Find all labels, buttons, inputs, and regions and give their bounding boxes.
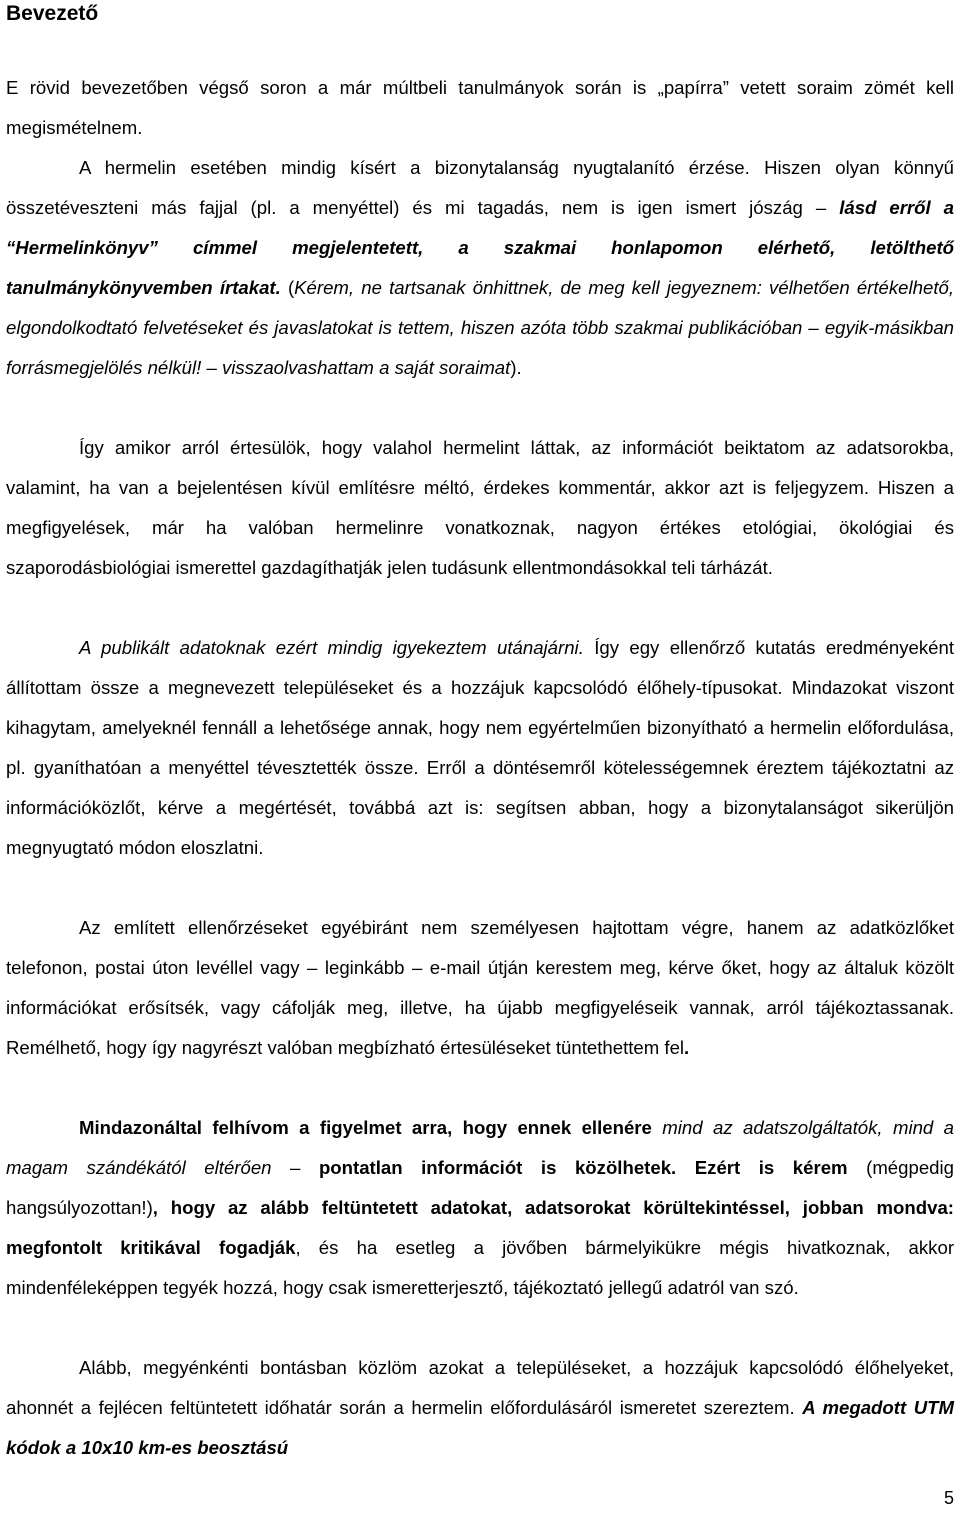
paragraph-text: , és ha esetleg a jövőben bármelyikükre mégis hivatkoznak, akkor mindenféleképpen tegyék hozzá, hogy csak ismeretterjesztő, tájékoztató jellegű adatról van szó. (6, 1237, 955, 1298)
emphasis-bold-italic: lásd erről a “Hermelinkönyv” címmel megjelentetett, a szakmai honlapomon elérhető, letölthető tanulmánykönyvemben írtakat. (6, 197, 955, 298)
emphasis-italic: mind az adatszolgáltatók, mind a magam szándékától eltérően (6, 1117, 955, 1178)
paragraph-text: – (271, 1157, 319, 1178)
emphasis-bold: , hogy az alább feltüntetett adatokat, adatsorokat körültekintéssel, jobban mondva: megfontolt kritikával fogadják (6, 1197, 954, 1258)
paragraph-text: ( (280, 277, 295, 298)
paragraph-text: E rövid bevezetőben végső soron a már múltbeli tanulmányok során is „papírra” vetett soraim zömét kell megismételnem. (6, 77, 954, 138)
paragraph-text: Alább, megyénkénti bontásban közlöm azokat a településeket, a hozzájuk kapcsolódó élőhelyeket, ahonnét a fejlécen feltüntetett időhatár során a hermelin előfordulásáról ismeretet szereztem. (6, 1357, 954, 1418)
emphasis-bold: Mindazonáltal felhívom a figyelmet arra, hogy ennek ellenére (79, 1117, 652, 1138)
paragraph-text: Így amikor arról értesülök, hogy valahol hermelint láttak, az információt beiktatom az adatsorokba, valamint, ha van a bejelentésen kívül említésre méltó, érdekes kommentár, akkor azt is feljegyzem. Hiszen a megfigyelések, már ha valóban hermelinre vonatkoznak, nagyon értékes etológiai, ökológiai és szaporodásbiológiai ismerettel gazdagíthatják jelen tudásunk ellentmondásokkal teli tárházát. (6, 437, 954, 578)
paragraph-text: ). (510, 357, 522, 378)
emphasis-bold: pontatlan információt is közölhetek. Ezért is kérem (318, 1157, 848, 1178)
paragraph-verification (6, 628, 954, 868)
paragraph-intro (6, 68, 954, 148)
paragraph-text: (mégpedig hangsúlyozottan!) (6, 1157, 954, 1218)
emphasis-bold: . (684, 1037, 690, 1058)
emphasis-italic: Kérem, ne tartsanak önhittnek, de meg kell jegyeznem: vélhetően értékelhető, elgondolkodtató felvetéseket és javaslatokat is tettem, hiszen azóta több szakmai publikációban – egyik-másikban forrásmegjelölés nélkül! – visszaolvashattam a saját soraimat (6, 277, 955, 378)
paragraph-warning (6, 1108, 954, 1308)
emphasis-italic: A publikált adatoknak ezért mindig igyekeztem utánajárni. (79, 637, 584, 658)
paragraph-text: Az említett ellenőrzéseket egyébiránt nem személyesen hajtottam végre, hanem az adatközlőket telefonon, postai úton levéllel vagy – leginkább – e-mail útján kerestem meg, kérve őket, hogy az általuk közölt információkat erősítsék, vagy cáfolják meg, illetve, ha újabb megfigyeléseik vannak, arról tájékoztassanak. Remélhető, hogy így nagyrészt valóban megbízható értesüléseket tüntethettem fel (6, 917, 954, 1058)
paragraph-observations (6, 428, 954, 588)
paragraph-text: A hermelin esetében mindig kísért a bizonytalanság nyugtalanító érzése. Hiszen olyan könnyű összetéveszteni más fajjal (pl. a menyéttel) és mi tagadás, nem is igen ismert jószág – (6, 157, 954, 218)
paragraph-text: Így egy ellenőrző kutatás eredményeként állítottam össze a megnevezett településeket és a hozzájuk kapcsolódó élőhely-típusokat. Mindazokat viszont kihagytam, amelyeknél fennáll a lehetősége annak, hogy nem egyértelműen bizonyítható a hermelin előfordulása, pl. gyaníthatóan a menyéttel tévesztették össze. Erről a döntésemről kötelességemnek éreztem tájékoztatni az információközlőt, kérve a megértését, továbbá azt is: segítsen abban, hogy a bizonytalanságot sikerüljön megnyugtató módon eloszlatni. (6, 637, 954, 858)
page-number: 5 (943, 1488, 954, 1508)
emphasis-bold-italic: A megadott UTM kódok a 10x10 km-es beosztású (6, 1397, 954, 1458)
paragraph-text (652, 1117, 662, 1138)
paragraph-county-list (6, 1348, 954, 1468)
paragraph-contacts (6, 908, 954, 1068)
section-heading: Bevezető (6, 2, 99, 25)
paragraph-uncertainty (6, 148, 954, 388)
